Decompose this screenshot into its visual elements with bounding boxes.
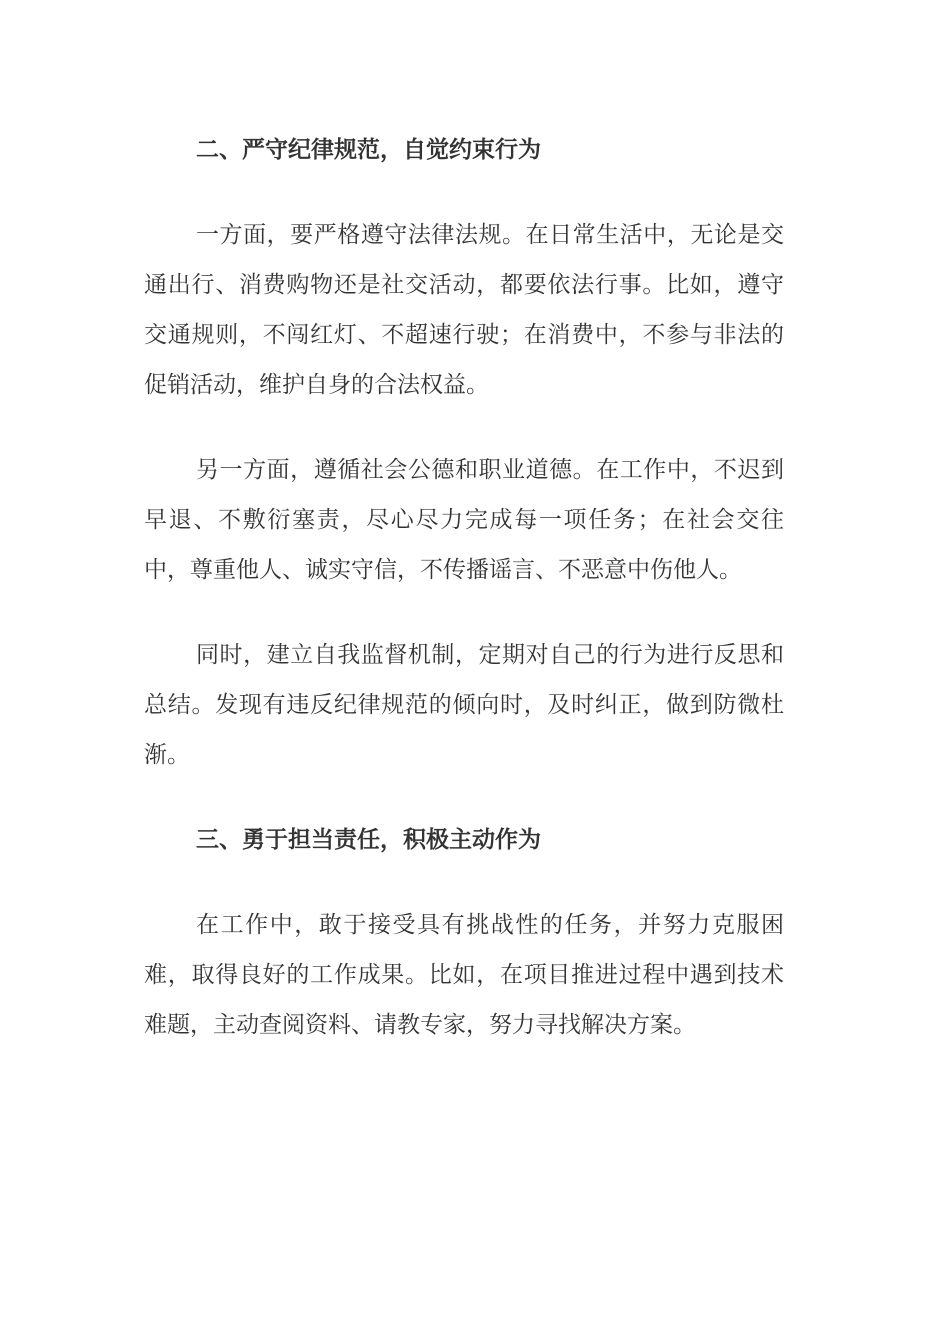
paragraph: 同时，建立自我监督机制，定期对自己的行为进行反思和总结。发现有违反纪律规范的倾向时，及时纠正，做到防微杜渐。 [144,642,784,768]
paragraph: 另一方面，遵循社会公德和职业道德。在工作中，不迟到早退、不敷衍塞责，尽心尽力完成每一项任务；在社会交往中，尊重他人、诚实守信，不传播谣言、不恶意中伤他人。 [144,457,784,583]
section-heading: 二、严守纪律规范，自觉约束行为 [196,137,541,163]
paragraph: 在工作中，敢于接受具有挑战性的任务，并努力克服困难，取得良好的工作成果。比如，在项目推进过程中遇到技术难题，主动查阅资料、请教专家，努力寻找解决方案。 [144,912,784,1038]
section-heading: 三、勇于担当责任，积极主动作为 [196,827,541,853]
document-body [144,125,784,1085]
paragraph: 一方面，要严格遵守法律法规。在日常生活中，无论是交通出行、消费购物还是社交活动，都要依法行事。比如，遵守交通规则，不闯红灯、不超速行驶；在消费中，不参与非法的促销活动，维护自身的合法权益。 [144,222,784,398]
